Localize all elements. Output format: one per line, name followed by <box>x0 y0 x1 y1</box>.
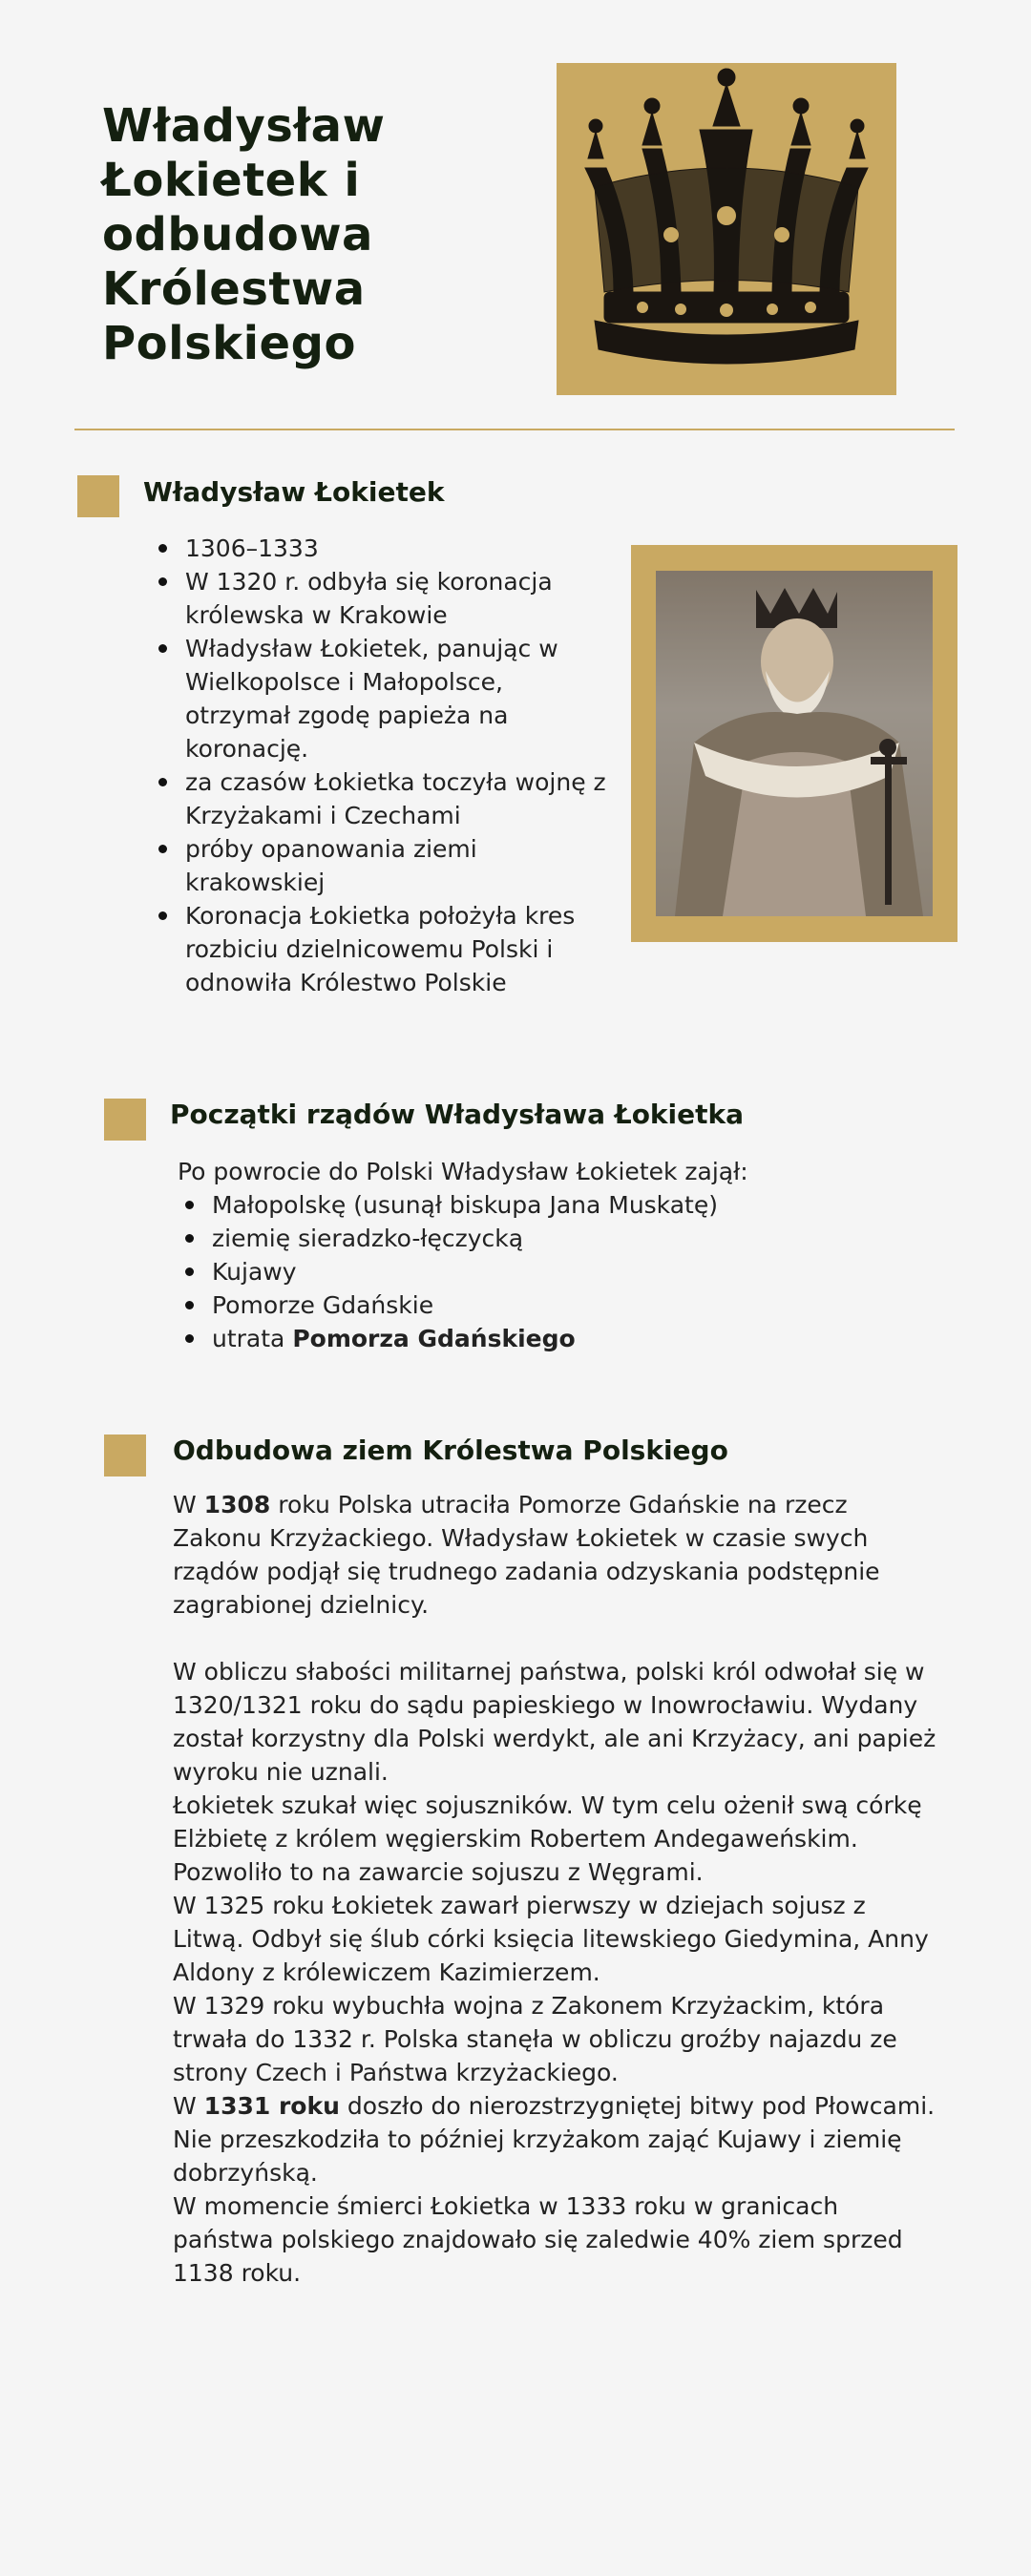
crown-icon <box>557 63 896 395</box>
portrait-frame <box>631 545 957 942</box>
list-item: za czasów Łokietka toczyła wojnę z Krzyżakami i Czechami <box>153 765 611 832</box>
poczatki-list <box>179 1188 939 1355</box>
crown-image <box>557 63 896 395</box>
paragraph: W 1331 roku doszło do nierozstrzygniętej bitwy pod Płowcami. Nie przeszkodziła to później krzyżakom zająć Kujawy i ziemię dobrzyńską. <box>173 2092 936 2187</box>
paragraph: Łokietek szukał więc sojuszników. W tym celu ożenił swą córkę Elżbietę z królem węgierskim Robertem Andegaweńskim. Pozwoliło to na zawarcie sojuszu z Węgrami. <box>173 1791 922 1886</box>
poczatki-body <box>176 1155 939 1355</box>
list-item: próby opanowania ziemi krakowskiej <box>153 832 611 899</box>
list-item: Małopolskę (usunął biskupa Jana Muskatę) <box>179 1188 939 1222</box>
list-item: Kujawy <box>179 1255 939 1288</box>
lokietek-list <box>153 532 611 999</box>
poczatki-intro: Po powrocie do Polski Władysław Łokietek zajął: <box>178 1158 748 1185</box>
section-heading-lokietek: Władysław Łokietek <box>143 476 445 508</box>
page-title: Władysław Łokietek i odbudowa Królestwa Polskiego <box>102 99 386 370</box>
list-item: W 1320 r. odbyła się koronacja królewska w Krakowie <box>153 565 611 632</box>
list-item-text: utrata <box>212 1325 293 1352</box>
portrait-icon <box>656 571 933 916</box>
portrait-image <box>656 571 933 916</box>
list-item: 1306–1333 <box>153 532 611 565</box>
list-item: Koronacja Łokietka położyła kres rozbiciu dzielnicowemu Polski i odnowiła Królestwo Polskie <box>153 899 611 999</box>
section-heading-odbudowa: Odbudowa ziem Królestwa Polskiego <box>173 1435 728 1466</box>
list-item <box>179 1322 939 1355</box>
paragraph: W momencie śmierci Łokietka w 1333 roku w granicach państwa polskiego znajdowało się zaledwie 40% ziem sprzed 1138 roku. <box>173 2192 903 2287</box>
paragraph: W 1329 roku wybuchła wojna z Zakonem Krzyżackim, która trwała do 1332 r. Polska stanęła w obliczu groźby najazdu ze strony Czech i Państwa krzyżackiego. <box>173 1992 897 2086</box>
section-heading-poczatki: Początki rządów Władysława Łokietka <box>170 1099 745 1130</box>
list-item: ziemię sieradzko-łęczycką <box>179 1222 939 1255</box>
list-item: Pomorze Gdańskie <box>179 1288 939 1322</box>
odbudowa-body <box>173 1488 936 2290</box>
list-item-bold: Pomorza Gdańskiego <box>292 1325 576 1352</box>
section-marker <box>104 1435 146 1476</box>
section-marker <box>77 475 119 517</box>
section-marker <box>104 1099 146 1141</box>
paragraph: W 1325 roku Łokietek zawarł pierwszy w dziejach sojusz z Litwą. Odbył się ślub córki księcia litewskiego Giedymina, Anny Aldony z królewiczem Kazimierzem. <box>173 1892 929 1986</box>
header-divider <box>74 429 955 430</box>
paragraph: W 1308 roku Polska utraciła Pomorze Gdańskie na rzecz Zakonu Krzyżackiego. Władysław Łokietek w czasie swych rządów podjął się trudnego zadania odzyskania podstępnie zagrabionej dzielnicy. <box>173 1491 880 1619</box>
paragraph: W obliczu słabości militarnej państwa, polski król odwołał się w 1320/1321 roku do sądu papieskiego w Inowrocławiu. Wydany został korzystny dla Polski werdykt, ale ani Krzyżacy, ani papież wyroku nie uznali. <box>173 1658 936 1786</box>
list-item: Władysław Łokietek, panując w Wielkopolsce i Małopolsce, otrzymał zgodę papieża na koronację. <box>153 632 611 765</box>
